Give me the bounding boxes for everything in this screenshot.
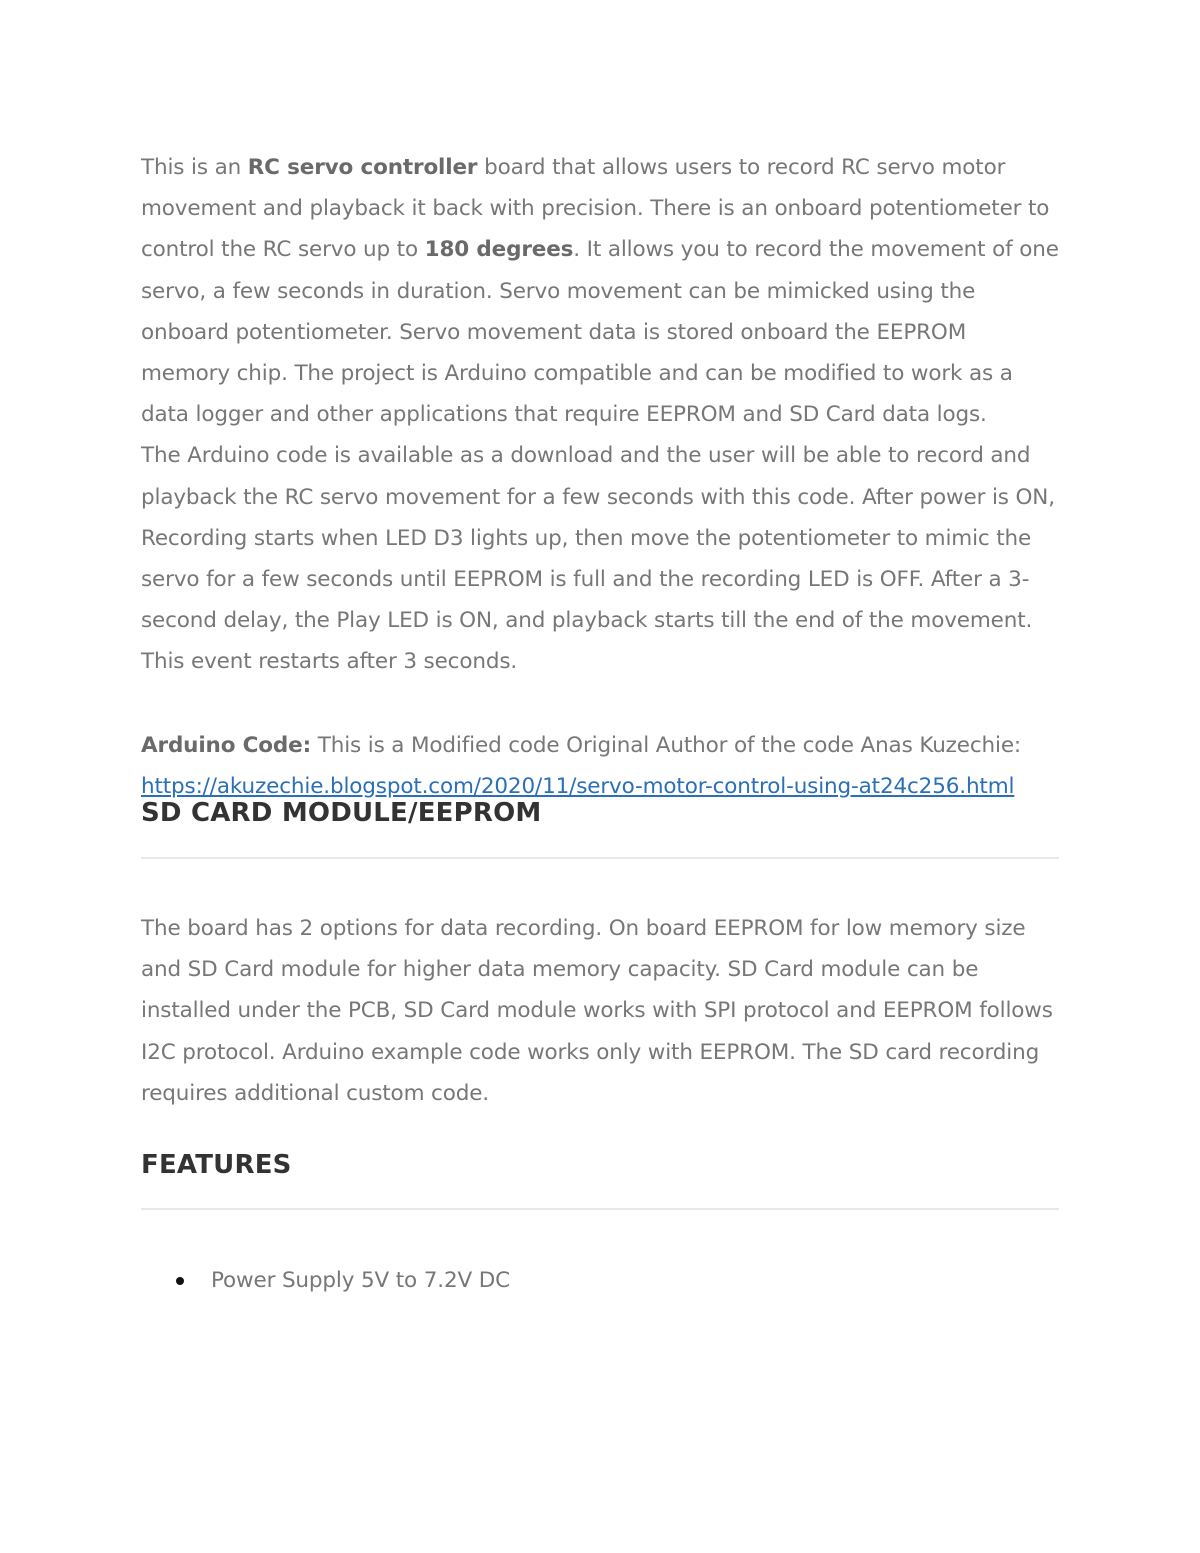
bullet-icon (176, 1277, 184, 1285)
arduino-description-paragraph: The Arduino code is available as a download and the user will be able to record and playback the RC servo movement for a few seconds with this code. After power is ON, Recording starts when LED D3 lights up, then move the potentiometer to mimic the servo for a few seconds until EEPROM is full and the recording LED is OFF. After a 3-second delay, the Play LED is ON, and playback starts till the end of the movement. This event restarts after 3 seconds. (141, 443, 1055, 675)
features-heading: FEATURES (141, 1150, 292, 1181)
arduino-code-label: Arduino Code: (141, 732, 312, 758)
document-page (141, 147, 1059, 1301)
features-divider (141, 1208, 1059, 1210)
original-code-link[interactable]: https://akuzechie.blogspot.com/2020/11/servo-motor-control-using-at24c256.html (141, 773, 1015, 799)
intro-bold-rc-servo-controller: RC servo controller (247, 155, 478, 180)
intro-bold-180-degrees: 180 degrees (424, 237, 574, 263)
sd-card-divider (141, 857, 1059, 859)
intro-text-2: board that allows users to record RC servo motor movement and playback it back with precision. There is an onboard potentiometer to control the RC servo up to (141, 155, 1050, 263)
intro-text-3: . It allows you to record the movement of one servo, a few seconds in duration. Servo movement can be mimicked using the onboard potentiometer. Servo movement data is stored onboard the EEPROM memory chip. The project is Arduino compatible and can be modified to work as a data logger and other applications that require EEPROM and SD Card data logs. (141, 237, 1059, 428)
intro-text-1: This is an (141, 155, 248, 180)
feature-item-text: Power Supply 5V to 7.2V DC (211, 1268, 510, 1294)
arduino-code-text: This is a Modified code Original Author of the code Anas Kuzechie: (311, 732, 1022, 758)
sd-card-paragraph: The board has 2 options for data recording. On board EEPROM for low memory size and SD Card module for higher data memory capacity. SD Card module can be installed under the PCB, SD Card module works with SPI protocol and EEPROM follows I2C protocol. Arduino example code works only with EEPROM. The SD card recording requires additional custom code. (141, 916, 1053, 1106)
intro-paragraph (141, 147, 1059, 435)
feature-item (141, 1260, 1059, 1301)
features-list (141, 1260, 1059, 1301)
arduino-code-paragraph (141, 725, 1059, 807)
spacer (141, 683, 1059, 726)
sd-card-heading: SD CARD MODULE/EEPROM (141, 798, 542, 829)
